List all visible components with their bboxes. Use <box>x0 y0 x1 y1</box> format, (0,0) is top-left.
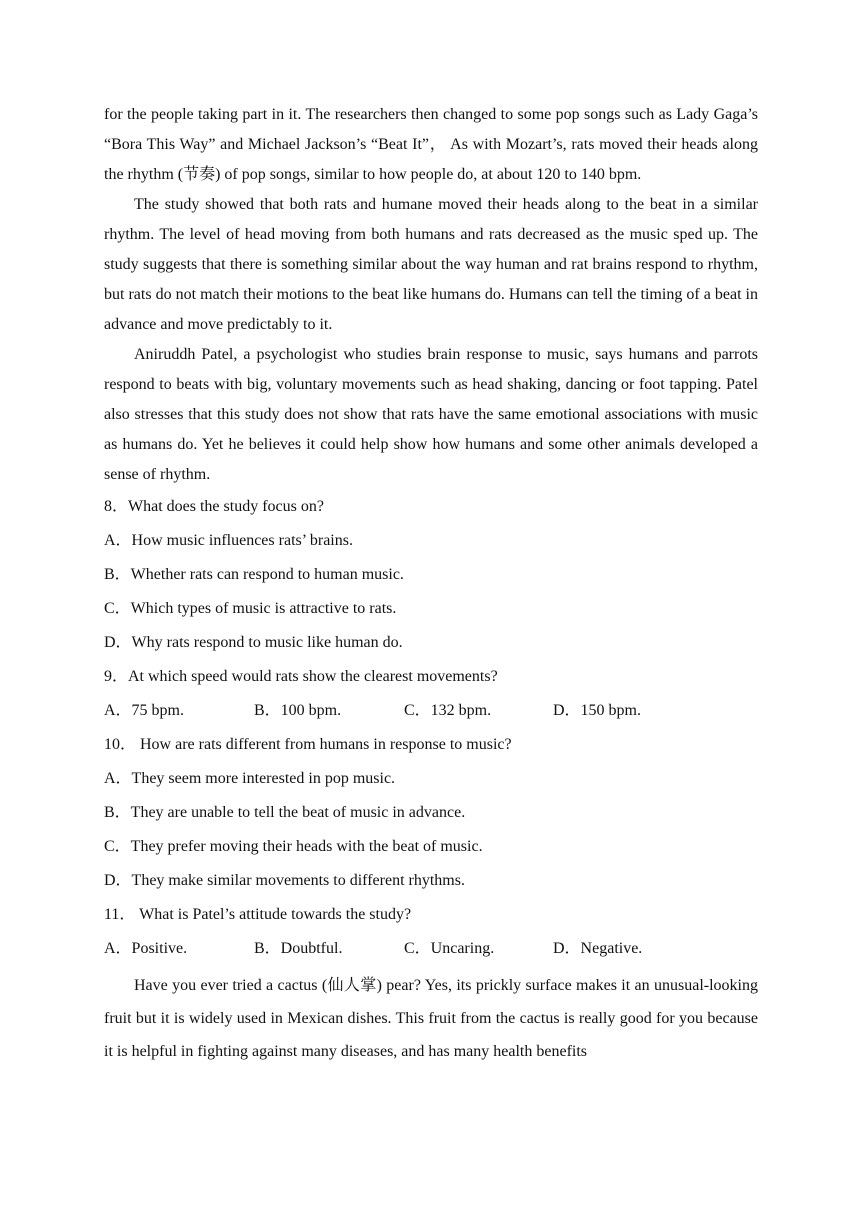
answer-option: D．They make similar movements to different rhythms. <box>104 872 465 889</box>
answer-option: D．150 bpm. <box>553 702 642 719</box>
answer-option: A．They seem more interested in pop music. <box>104 770 396 787</box>
answer-option: A．75 bpm. <box>104 702 185 719</box>
answer-option: B．Whether rats can respond to human music. <box>104 566 404 583</box>
answer-option: A．Positive. <box>104 940 188 957</box>
document-page <box>104 100 758 1068</box>
answer-option: C．They prefer moving their heads with the beat of music. <box>104 838 483 855</box>
passage-paragraph: Have you ever tried a cactus (仙人掌) pear? Yes, its prickly surface makes it an unusual-looking fruit but it is widely used in Mexican dishes. This fruit from the cactus is really good for you because it is helpful in fighting against many diseases, and has many health benefits <box>104 977 758 1060</box>
question-stem: 9．At which speed would rats show the clearest movements? <box>104 668 498 685</box>
answer-option: C．Which types of music is attractive to rats. <box>104 600 397 617</box>
answer-option: D．Why rats respond to music like human do. <box>104 634 403 651</box>
answer-option: C．Uncaring. <box>404 940 495 957</box>
question-stem: 8．What does the study focus on? <box>104 498 324 515</box>
answer-option: C．132 bpm. <box>404 702 492 719</box>
answer-option: B．Doubtful. <box>254 940 343 957</box>
answer-option: D．Negative. <box>553 940 643 957</box>
passage-paragraph: for the people taking part in it. The researchers then changed to some pop songs such as Lady Gaga’s “Bora This Way” and Michael Jackson’s “Beat It”， As with Mozart’s, rats moved their heads along the rhythm (节奏) of pop songs, similar to how people do, at about 120 to 140 bpm. <box>104 106 758 183</box>
question-stem: 10． How are rats different from humans in response to music? <box>104 736 512 753</box>
question-9 <box>104 660 758 728</box>
answer-option: B．They are unable to tell the beat of music in advance. <box>104 804 466 821</box>
answer-options-row <box>104 932 758 966</box>
question-11 <box>104 898 758 966</box>
passage-paragraph: Aniruddh Patel, a psychologist who studies brain response to music, says humans and parrots respond to beats with big, voluntary movements such as head shaking, dancing or foot tapping. Patel also stresses that this study does not show that rats have the same emotional associations with music as humans do. Yet he believes it could help show how humans and some other animals developed a sense of rhythm. <box>104 346 758 483</box>
answer-options-row <box>104 694 758 728</box>
question-10 <box>104 728 758 898</box>
question-8 <box>104 490 758 660</box>
passage-paragraph: The study showed that both rats and humane moved their heads along to the beat in a similar rhythm. The level of head moving from both humans and rats decreased as the music sped up. The study suggests that there is something similar about the way human and rat brains respond to rhythm, but rats do not match their motions to the beat like humans do. Humans can tell the timing of a beat in advance and move predictably to it. <box>104 196 758 333</box>
answer-option: B．100 bpm. <box>254 702 342 719</box>
answer-option: A．How music influences rats’ brains. <box>104 532 353 549</box>
question-stem: 11． What is Patel’s attitude towards the study? <box>104 906 412 923</box>
